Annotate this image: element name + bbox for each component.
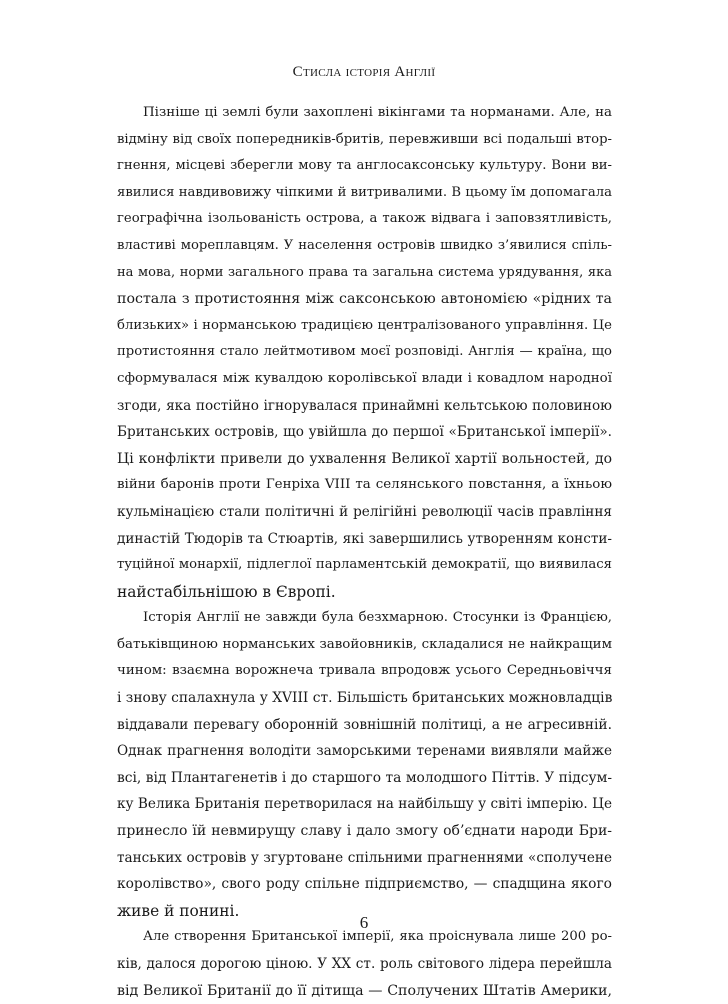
text-line: всі, від Плантагенетів і до старшого та молодшого Піттів. У підсум- xyxy=(117,769,612,786)
text-line: постала з протистояння між саксонською автономією «рідних та xyxy=(117,291,612,308)
text-line: географічна ізольованість острова, а також відвага і заповзятливість, xyxy=(117,211,612,227)
text-line: королівство», свого роду спільне підприємство, — спадщина якого xyxy=(117,876,612,893)
text-line: протистояння стало лейтмотивом моєї розповіді. Англія — країна, що xyxy=(117,344,612,360)
text-line: війни баронів проти Генріха VIII та селянського повстання, а їхньою xyxy=(117,477,612,493)
text-line: принесло їй невмирущу славу і дало змогу об’єднати народи Бри- xyxy=(117,823,612,840)
text-line: танських островів у згуртоване спільними прагненнями «сполучене xyxy=(117,849,612,866)
text-line: властиві мореплавцям. У населення островів швидко з’явилися спіль- xyxy=(117,237,612,253)
text-line: ків, далося дорогою ціною. У XX ст. роль світового лідера перейшла xyxy=(117,956,612,972)
text-line: батьківщиною норманських завойовників, складалися не найкращим xyxy=(117,636,612,652)
text-line: кульмінацією стали політичні й релігійні революції часів правління xyxy=(117,503,612,520)
text-line: туційної монархії, підлеглої парламентській демократії, що виявилася xyxy=(117,557,612,573)
paragraph-1 xyxy=(117,100,612,605)
text-line: Ці конфлікти привели до ухвалення Великої хартії вольностей, до xyxy=(117,450,612,467)
running-head: Стисла історія Англії xyxy=(292,64,436,80)
text-line: сформувалася між кувалдою королівської влади і ковадлом народної xyxy=(117,370,612,386)
text-line: згоди, яка постійно ігнорувалася принаймні кельтською половиною xyxy=(117,397,612,414)
text-line: і знову спалахнула у XVIII ст. Більшість британських можновладців xyxy=(117,690,613,707)
text-line: ку Велика Британія перетворилася на найбільшу у світі імперію. Це xyxy=(117,796,612,813)
text-line: чином: взаємна ворожнеча тривала впродовж усього Середньовіччя xyxy=(117,663,612,679)
text-line: найстабільнішою в Європі. xyxy=(117,582,336,601)
text-line: Однак прагнення володіти заморськими теренами виявляли майже xyxy=(117,743,612,760)
text-line: живе й понині. xyxy=(117,901,240,920)
page-number: 6 xyxy=(359,913,369,932)
text-line: гнення, місцеві зберегли мову та англосаксонську культуру. Вони ви- xyxy=(117,158,612,174)
paragraph-2 xyxy=(117,605,612,924)
text-line: віддавали перевагу оборонній зовнішній політиці, а не агресивній. xyxy=(117,716,612,733)
text-line: близьких» і норманською традицією централізованого управління. Це xyxy=(117,317,612,333)
text-line: Історія Англії не завжди була безхмарною. Стосунки із Францією, xyxy=(143,610,612,626)
text-line: Пізніше ці землі були захоплені вікінгами та норманами. Але, на xyxy=(143,105,612,120)
paragraph-3 xyxy=(117,924,612,1004)
text-line: Але створення Британської імперії, яка проіснувала лише 200 ро- xyxy=(143,929,612,945)
text-line: від Великої Британії до її дітища — Сполучених Штатів Америки, xyxy=(117,982,612,999)
text-line: династій Тюдорів та Стюартів, які завершились утворенням консти- xyxy=(117,530,612,547)
text-line: відміну від своїх попередників-бритів, перевживши всі подальші втор- xyxy=(117,131,612,147)
text-line: Британських островів, що увійшла до першої «Британської імперії». xyxy=(117,424,612,441)
text-line: явилися навдивовижу чіпкими й витривалими. В цьому їм допомагала xyxy=(117,184,612,200)
body-text xyxy=(117,100,612,1004)
text-line: на мова, норми загального права та загальна система урядування, яка xyxy=(117,264,612,280)
